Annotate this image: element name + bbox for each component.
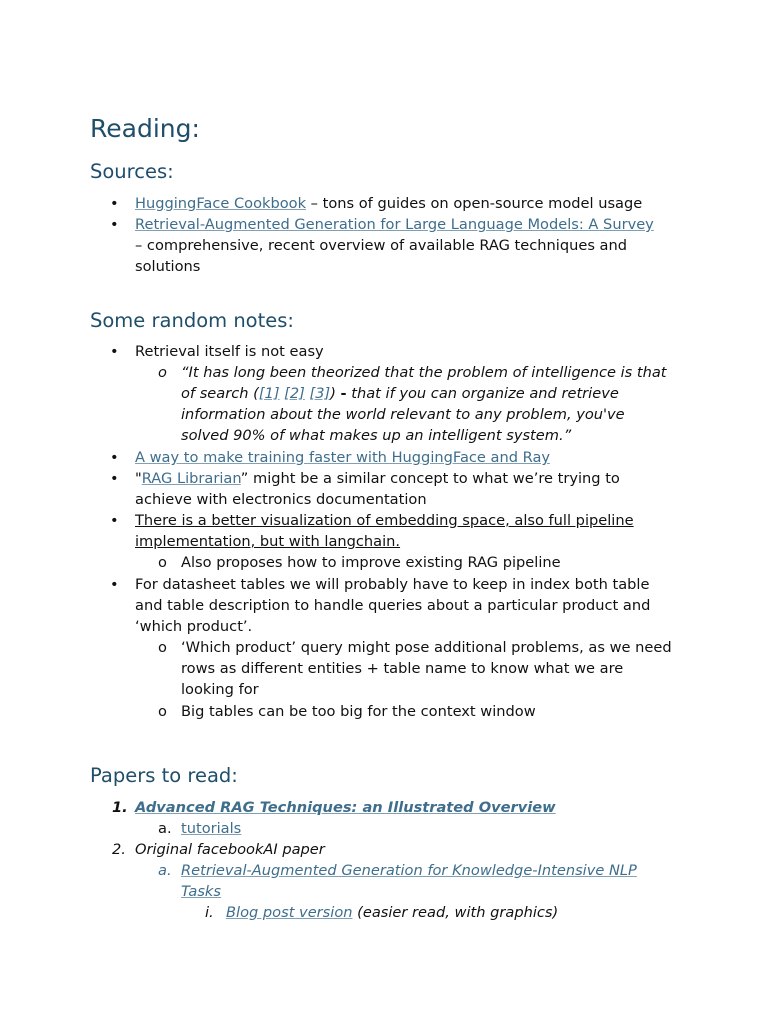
quote-text: “It has long been theorized that the problem of intelligence is that of search ([1] [2] [3]) - that if you can organize and retrieve information about the world relevant to any problem, you've solved 90% of what makes up an intelligent system.”: [181, 364, 667, 444]
note-text: ‘Which product’ query might pose additional problems, as we need rows as different entities + table name to know what we are looking for: [181, 639, 672, 698]
training-faster-link[interactable]: A way to make training faster with HuggingFace and Ray: [135, 449, 551, 466]
advanced-rag-link[interactable]: Advanced RAG Techniques: an Illustrated Overview: [135, 799, 556, 816]
sources-heading: Sources:: [90, 160, 174, 183]
bullet: •: [110, 576, 119, 593]
blog-post-link[interactable]: Blog post version: [226, 904, 353, 921]
note-text: Also proposes how to improve existing RAG pipeline: [181, 554, 561, 571]
list-letter: a.: [158, 862, 172, 879]
huggingface-cookbook-link[interactable]: HuggingFace Cookbook: [135, 195, 307, 212]
bullet: •: [110, 216, 119, 233]
bullet: •: [110, 195, 119, 212]
note-text: Retrieval itself is not easy: [135, 343, 324, 360]
ref-link-1[interactable]: [1]: [258, 385, 280, 402]
list-number: 1.: [112, 799, 128, 816]
list-letter: a.: [158, 820, 172, 837]
notes-heading: Some random notes:: [90, 309, 294, 332]
sub-bullet: o: [158, 364, 167, 381]
rag-librarian-link[interactable]: RAG Librarian: [141, 470, 241, 487]
embedding-visualization-link[interactable]: There is a better visualization of embedding space, also full pipeline implementation, but with langchain.: [135, 512, 634, 550]
papers-heading: Papers to read:: [90, 764, 238, 787]
rag-knowledge-intensive-link[interactable]: Retrieval-Augmented Generation for Knowledge-Intensive NLP Tasks: [181, 862, 637, 900]
rag-survey-link[interactable]: Retrieval-Augmented Generation for Large Language Models: A Survey: [135, 216, 654, 233]
note-text: For datasheet tables we will probably have to keep in index both table and table description to handle queries about a particular product and ‘which product’.: [135, 576, 651, 635]
sub-bullet: o: [158, 703, 167, 720]
bullet: •: [110, 449, 119, 466]
bullet: •: [110, 512, 119, 529]
tutorials-link[interactable]: tutorials: [181, 820, 242, 837]
bullet: •: [110, 343, 119, 360]
ref-link-2[interactable]: [2]: [284, 385, 305, 402]
bullet: •: [110, 470, 119, 487]
list-roman: i.: [205, 904, 214, 921]
page-title: Reading:: [90, 114, 200, 143]
list-number: 2.: [112, 841, 126, 858]
note-text: Big tables can be too big for the context window: [181, 703, 536, 720]
paper-title: Original facebookAI paper: [135, 841, 325, 858]
ref-link-3[interactable]: [3]: [309, 385, 331, 402]
document-page: Reading: Sources: • HuggingFace Cookbook – tons of guides on open-source model usage • Retrieval-Augmented Generation for Large Language Models: A Survey – comprehensive, recent overview of available RAG techniques and solutions Some random notes: • Retrieval itself is not easy o “It has long been theorized that the problem of intelligence is that of search ([1] [2] [3]) - that if you can organize and retrieve information about the world relevant to any problem, you've solved 90% of what makes up an intelligent system.” • A way to make training faster with HuggingFace and Ray • "RAG Librarian” might be a similar concept to what we’re trying to achieve with electronics documentation • There is a better visualization of embedding space, also full pipeline implementation, but with langchain. o Also proposes how to improve existing RAG pipeline • For datasheet tables we will probably have to keep in index both table and table description to handle queries about a particular product and ‘which product’. o ‘Which product’ query might pose additional problems, as we need rows as different entities + table name to know what we are looking for o Big tables can be too big for the context window Papers to read: 1. Advanced RAG Techniques: an Illustrated Overview a. tutorials 2. Original facebookAI paper a. Retrieval-Augmented Generation for Knowledge-Intensive NLP Tasks i. Blog post version (easier read, with graphics): [0, 0, 768, 1024]
sub-bullet: o: [158, 639, 167, 656]
sub-bullet: o: [158, 554, 167, 571]
